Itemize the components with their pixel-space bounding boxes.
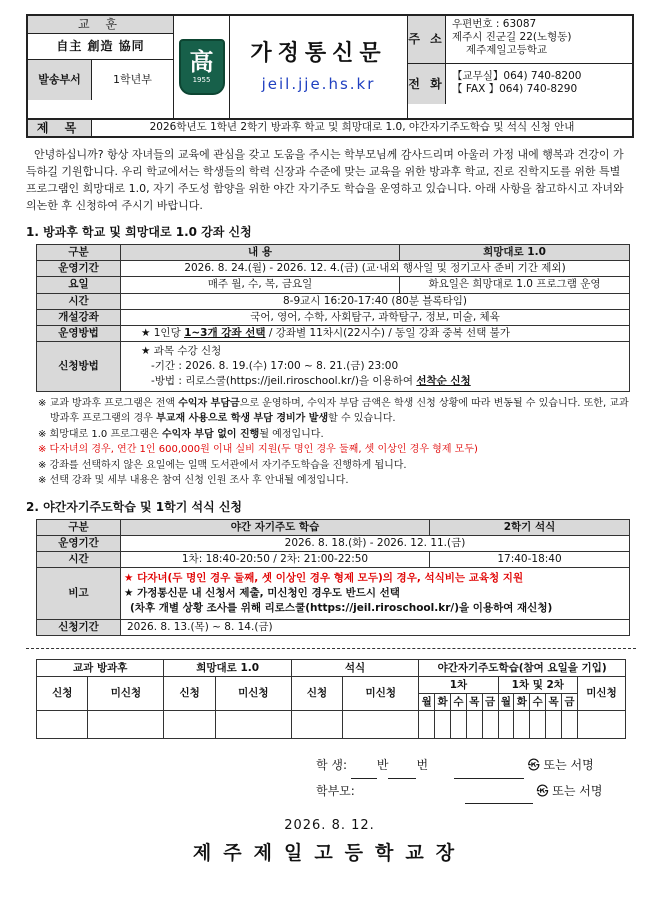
logo-cell bbox=[174, 16, 230, 118]
afterschool-table bbox=[36, 244, 630, 392]
section1-title: 1. 방과후 학교 및 희망대로 1.0 강좌 신청 bbox=[26, 225, 252, 240]
row-label: 운영기간 bbox=[37, 261, 121, 277]
parent-signature-row bbox=[316, 779, 633, 804]
day-thu: 목 bbox=[546, 694, 562, 711]
motto-label: 교 훈 bbox=[28, 16, 173, 34]
address-value bbox=[446, 16, 632, 63]
reply-input-cell[interactable] bbox=[450, 711, 466, 739]
logo-glyph: 高 bbox=[189, 46, 214, 76]
time-value: 8-9교시 16:20-17:40 (80분 블록타임) bbox=[121, 293, 630, 309]
row-label: 운영기간 bbox=[37, 536, 121, 552]
address-line: 우편번호 : 63087 bbox=[452, 18, 537, 30]
phone-line: 【 FAX 】064) 740-8290 bbox=[452, 83, 578, 96]
col-label: 구분 bbox=[37, 245, 121, 261]
letterhead-left bbox=[28, 16, 174, 118]
dept-row bbox=[28, 60, 173, 100]
cut-line bbox=[26, 648, 636, 649]
reply-input-cell[interactable] bbox=[578, 711, 626, 739]
note: ※ 선택 강좌 및 세부 내용은 참여 신청 인원 조사 후 안내될 예정입니다. bbox=[38, 475, 349, 487]
address-label: 주 소 bbox=[408, 16, 446, 63]
apply-line bbox=[141, 374, 626, 389]
school-motto: 自主 創造 協同 bbox=[28, 34, 173, 60]
day-mon: 월 bbox=[419, 694, 435, 711]
subject-label: 제 목 bbox=[28, 120, 92, 136]
reply-not-apply: 미신청 bbox=[88, 677, 164, 711]
letterhead bbox=[26, 14, 634, 120]
remark-line: ★ 가정통신문 내 신청서 제출, 미신청인 경우도 반드시 선택 bbox=[124, 587, 400, 600]
school-url[interactable]: jeil.jje.hs.kr bbox=[261, 75, 376, 94]
remark-line: (차후 개별 상황 조사를 위해 리로스쿨(https://jeil.riroschool.kr/)을 이용하여 재신청) bbox=[130, 602, 553, 615]
reply-input-cell[interactable] bbox=[419, 711, 435, 739]
day-thu: 목 bbox=[466, 694, 482, 711]
col-night: 야간 자기주도 학습 bbox=[121, 519, 430, 535]
day-wed: 수 bbox=[530, 694, 546, 711]
reply-round12: 1차 및 2차 bbox=[498, 677, 577, 694]
dept-value: 1학년부 bbox=[113, 73, 152, 87]
intro-paragraph: 안녕하십니까? 항상 자녀들의 교육에 관심을 갖고 도움을 주시는 학부모님께 감사드리며 아울러 가정 내에 행복과 건강이 가득하길 기원합니다. 우리 학교에서는 학생들의 학력 신장과 수준에 맞는 교육을 위한 방과후 학교, 진로 진학지도를 위한 특별 프로그램인 희망대로 1.0, 자기 주도성 함양을 위한 야간 자기주도 학습을 운영하고 있습니다. 아래 사항을 참고하시고 자녀와 의논한 후 신청하여 주시기 바랍니다. bbox=[26, 148, 624, 213]
issue-date: 2026. 8. 12. bbox=[284, 817, 375, 833]
reply-apply: 신청 bbox=[291, 677, 342, 711]
night-time-value: 1차: 18:40-20:50 / 2차: 21:00-22:50 bbox=[121, 552, 430, 568]
signature-block bbox=[316, 753, 633, 803]
phone-label: 전 화 bbox=[408, 64, 446, 104]
apply-method: -방법 : 리로스쿨(https://jeil.riroschool.kr/)을 이용하여 bbox=[151, 375, 417, 388]
day-fri: 금 bbox=[562, 694, 578, 711]
seal-text: ㉿ 또는 서명 bbox=[527, 758, 594, 773]
note-bold: 수익자 부담금 bbox=[178, 397, 240, 409]
apply-value bbox=[121, 341, 630, 391]
reply-input-cell[interactable] bbox=[291, 711, 342, 739]
method-post: / 강좌별 11차시(22시수) / 동일 강좌 중복 선택 불가 bbox=[265, 326, 510, 339]
day-mon: 월 bbox=[498, 694, 514, 711]
row-label: 시간 bbox=[37, 552, 121, 568]
row-label: 요일 bbox=[37, 277, 121, 293]
note-text: 할 수 있습니다. bbox=[328, 413, 396, 425]
reply-input-cell[interactable] bbox=[546, 711, 562, 739]
col-label: 구분 bbox=[37, 519, 121, 535]
days-value: 매주 월, 수, 목, 금요일 bbox=[121, 277, 400, 293]
meal-time-value: 17:40-18:40 bbox=[430, 552, 630, 568]
student-label: 학 생: bbox=[316, 758, 348, 773]
reply-input-cell[interactable] bbox=[88, 711, 164, 739]
note-bold: 부교재 사용으로 학생 부담 경비가 발생 bbox=[156, 413, 329, 425]
reply-input-cell[interactable] bbox=[514, 711, 530, 739]
reply-input-cell[interactable] bbox=[466, 711, 482, 739]
row-label: 신청기간 bbox=[37, 620, 121, 636]
letterhead-contact bbox=[408, 16, 632, 118]
apply-line: -기간 : 2026. 8. 19.(수) 17:00 ~ 8. 21.(금) 23:00 bbox=[151, 359, 399, 372]
deadline-value: 2026. 8. 13.(목) ~ 8. 14.(금) bbox=[121, 620, 630, 636]
reply-input-cell[interactable] bbox=[562, 711, 578, 739]
address-line: 제주제일고등학교 bbox=[466, 44, 548, 57]
phone-value bbox=[446, 64, 632, 104]
apply-first-come: 선착순 신청 bbox=[416, 375, 471, 388]
reply-input-cell[interactable] bbox=[215, 711, 291, 739]
note-text: 으로 운영하며, 수익자 부담 금액은 학생 신청 상황에 따라 변동될 수 있습니다. 또한, 교과 방과후 프로그램의 경우 bbox=[50, 397, 629, 425]
reply-not-apply: 미신청 bbox=[578, 677, 626, 711]
reply-input-cell[interactable] bbox=[530, 711, 546, 739]
parent-name-field[interactable] bbox=[465, 803, 533, 804]
remark-line: ★ 다자녀(두 명인 경우 둘째, 셋 이상인 경우 형제 모두)의 경우, 석식비는 교육청 지원 bbox=[124, 571, 524, 584]
newsletter-name: 가정통신문 bbox=[250, 40, 387, 66]
subjects-value: 국어, 영어, 수학, 사회탐구, 과학탐구, 정보, 미술, 체육 bbox=[121, 309, 630, 325]
method-value bbox=[121, 325, 630, 341]
reply-header: 야간자기주도학습(참여 요일을 기입) bbox=[419, 660, 626, 677]
newsletter-title-cell bbox=[230, 16, 408, 118]
section2-title: 2. 야간자기주도학습 및 1학기 석식 신청 bbox=[26, 499, 243, 514]
reply-input-cell[interactable] bbox=[37, 711, 88, 739]
seal-text: ㉿ 또는 서명 bbox=[536, 783, 603, 798]
number-unit: 번 bbox=[416, 758, 429, 773]
subject-value: 2026학년도 1학년 2학기 방과후 학교 및 희망대로 1.0, 야간자기주도학습 및 석식 신청 안내 bbox=[149, 121, 575, 134]
phone-line: 【교무실】064) 740-8200 bbox=[452, 70, 582, 82]
night-study-table bbox=[36, 519, 630, 637]
col-content: 내 용 bbox=[121, 245, 400, 261]
method-bold: 1~3개 강좌 선택 bbox=[184, 326, 266, 339]
apply-line: ★ 과목 수강 신청 bbox=[141, 344, 222, 357]
reply-not-apply: 미신청 bbox=[343, 677, 419, 711]
reply-header: 석식 bbox=[291, 660, 418, 677]
school-logo-icon bbox=[179, 39, 225, 95]
note bbox=[38, 427, 634, 443]
note-bold: 수익자 부담 없이 진행 bbox=[161, 428, 260, 440]
reply-input-cell[interactable] bbox=[435, 711, 451, 739]
note-red: ※ 다자녀의 경우, 연간 1인 600,000원 이내 실비 지원(두 명인 경우 둘째, 셋 이상인 경우 형제 모두) bbox=[38, 444, 478, 456]
period-value: 2026. 8. 24.(월) - 2026. 12. 4.(금) (교·내외 행사일 및 정기고사 준비 기간 제외) bbox=[121, 261, 630, 277]
note-text: ※ 희망대로 1.0 프로그램은 bbox=[38, 428, 162, 440]
reply-form-table bbox=[36, 659, 626, 739]
reply-input-cell[interactable] bbox=[482, 711, 498, 739]
day-fri: 금 bbox=[482, 694, 498, 711]
reply-apply: 신청 bbox=[37, 677, 88, 711]
notes-1 bbox=[38, 396, 634, 489]
note-text: 될 예정입니다. bbox=[259, 428, 324, 440]
note-text: ※ 교과 방과후 프로그램은 전액 bbox=[38, 397, 179, 409]
reply-header: 교과 방과후 bbox=[37, 660, 164, 677]
reply-input-cell[interactable] bbox=[164, 711, 215, 739]
note: ※ 강좌를 선택하지 않은 요일에는 일맥 도서관에서 자기주도학습을 진행하게 됩니다. bbox=[38, 459, 407, 471]
period-value: 2026. 8. 18.(화) - 2026. 12. 11.(금) bbox=[121, 536, 630, 552]
note bbox=[38, 396, 634, 427]
col-hope: 희망대로 1.0 bbox=[400, 245, 630, 261]
method-pre: ★ 1인당 bbox=[141, 326, 185, 339]
row-label: 시간 bbox=[37, 293, 121, 309]
reply-round1: 1차 bbox=[419, 677, 498, 694]
days-hope-value: 화요일은 희망대로 1.0 프로그램 운영 bbox=[400, 277, 630, 293]
col-meal: 2학기 석식 bbox=[430, 519, 630, 535]
dept-label: 발송부서 bbox=[28, 60, 92, 100]
address-line: 제주시 진군길 22(노형동) bbox=[452, 31, 572, 44]
class-unit: 반 bbox=[376, 758, 389, 773]
row-label: 운영방법 bbox=[37, 325, 121, 341]
logo-year: 1955 bbox=[192, 75, 211, 84]
parent-label: 학부모: bbox=[316, 783, 355, 798]
row-label: 신청방법 bbox=[37, 341, 121, 391]
subject-row bbox=[26, 120, 634, 138]
row-label: 개설강좌 bbox=[37, 309, 121, 325]
day-wed: 수 bbox=[450, 694, 466, 711]
row-label: 비고 bbox=[37, 568, 121, 620]
reply-input-cell[interactable] bbox=[343, 711, 419, 739]
student-signature-row bbox=[316, 753, 633, 778]
reply-not-apply: 미신청 bbox=[215, 677, 291, 711]
remark-value bbox=[121, 568, 630, 620]
day-tue: 화 bbox=[514, 694, 530, 711]
reply-apply: 신청 bbox=[164, 677, 215, 711]
day-tue: 화 bbox=[435, 694, 451, 711]
reply-header: 희망대로 1.0 bbox=[164, 660, 291, 677]
school-principal: 제주제일고등학교장 bbox=[192, 842, 467, 865]
address-row bbox=[408, 16, 632, 64]
phone-row bbox=[408, 64, 632, 104]
reply-input-cell[interactable] bbox=[498, 711, 514, 739]
